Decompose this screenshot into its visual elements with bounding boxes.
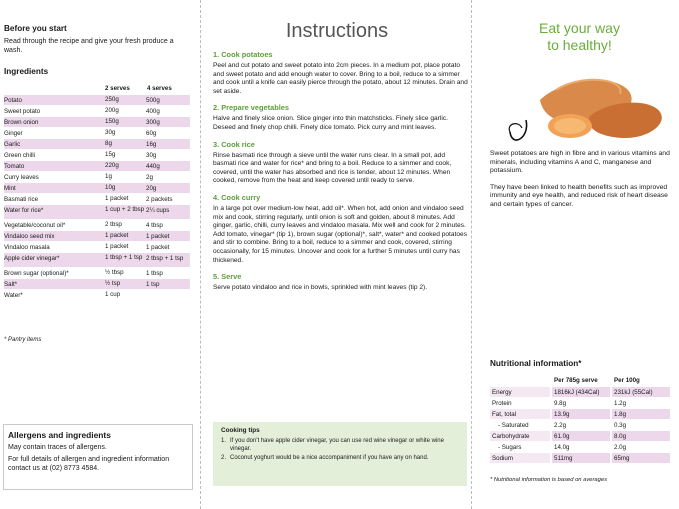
ingredient-name: Brown onion (4, 119, 39, 126)
nutrient-per-100g: 1.8g (612, 409, 670, 419)
ingredient-name: Apple cider vinegar* (4, 255, 60, 262)
ingredients-table (4, 94, 190, 300)
nutrient-name: Carbohydrate (490, 431, 550, 441)
ingredient-2-serves: 2 tbsp (105, 221, 122, 228)
ingredient-name: Sweet potato (4, 108, 41, 115)
ingredient-name: Tomato (4, 163, 25, 170)
ingredient-row (4, 105, 190, 116)
col-per-100g: Per 100g (614, 377, 640, 384)
instructions-title: Instructions (285, 20, 389, 42)
ingredient-name: Potato (4, 97, 22, 104)
ingredient-4-serves: 4 tbsp (146, 222, 163, 229)
cooking-tips-heading: Cooking tips (221, 427, 260, 434)
ingredient-2-serves: 1g (105, 173, 112, 180)
ingredient-2-serves: 1 tbsp + 1 tsp (105, 254, 143, 261)
ingredient-name: Vindaloo seed mix (4, 233, 55, 240)
ingredient-2-serves: ½ tbsp (105, 269, 124, 276)
ingredient-row (4, 94, 190, 105)
ingredient-row (4, 149, 190, 160)
allergens-box (3, 424, 193, 490)
ingredient-4-serves: 440g (146, 163, 160, 170)
ingredient-name: Brown sugar (optional)* (4, 270, 69, 277)
step-text: Rinse basmati rice through a sieve until the water runs clear. In a small pot, add basmati rice and water for rice* and bring to a boil. Reduce to a simmer and cook, covered, until the water has absorbed and rice is tender, about 12 minutes. When cooked, remove from the heat and keep covered until ready to serve. (213, 151, 452, 185)
nutrition-table (490, 386, 670, 463)
ingredient-2-serves: 1 cup + 2 tbsp (105, 206, 145, 213)
step-text: Peel and cut potato and sweet potato into 2cm pieces. In a medium pot, place potato and sweet potato and add enough water to cover. Bring to a boil, reduce to a simmer and cook until a knife can easily pierce through the potato, about 12 minutes. Drain and set aside. (213, 62, 468, 95)
cooking-tip (221, 455, 459, 463)
ingredient-4-serves: 60g (146, 130, 157, 137)
col-2-serves: 2 serves (105, 85, 130, 92)
ingredient-2-serves: 15g (105, 151, 116, 158)
nutrition-note: * Nutritional information is based on averages (490, 477, 607, 483)
pantry-note: * Pantry items (4, 337, 42, 343)
col-4-serves: 4 serves (147, 85, 172, 92)
left-column (0, 0, 196, 509)
ingredient-4-serves: 1 tbsp (146, 270, 163, 277)
ingredient-4-serves: 20g (146, 185, 157, 192)
tip-text: Coconut yoghurt would be a nice accompaniment if you have any on hand. (230, 455, 429, 462)
ingredient-row (4, 267, 190, 278)
nutrient-name: Energy (490, 387, 550, 397)
ingredient-name: Vindaloo masala (4, 244, 50, 251)
ingredient-row (4, 278, 190, 289)
before-you-start-heading: Before you start (4, 24, 67, 33)
step-text: In a large pot over medium-low heat, add oil*. When hot, add onion and vindaloo seed mix and cook, stirring regularly, until onion is soft and golden, about 8 minutes. Add ginger, garlic, chilli, curry leaves and vindaloo masala. Mix well and cook for 2 minutes. Add tomato, vinegar* (tip 1), brown sugar (optional)*, salt*, water* and cooked potatoes and stir to combine. Bring to a boil, reduce to a simmer and cook, covered, stirring occasionally, for 15 minutes. Uncover and cook for a further 5 minutes until curry has thickened. (213, 204, 468, 264)
ingredient-4-serves: 300g (146, 119, 160, 126)
ingredient-name: Salt* (4, 281, 18, 288)
ingredient-row (4, 241, 190, 252)
nutrient-per-serve: 61.0g (552, 431, 610, 441)
ingredient-row (4, 160, 190, 171)
ingredient-4-serves: 1 packet (146, 233, 170, 240)
nutrient-per-100g: 1.2g (614, 400, 627, 407)
ingredient-row (4, 116, 190, 127)
nutrient-name: - Saturated (498, 422, 529, 429)
ingredient-2-serves: 1 packet (105, 195, 129, 202)
ingredient-name: Water for rice* (4, 207, 44, 214)
ingredient-2-serves: 200g (105, 107, 119, 114)
sweet-potato-illustration (500, 60, 670, 150)
ingredients-heading: Ingredients (4, 67, 49, 76)
nutrient-per-serve: 14.0g (554, 444, 570, 451)
nutrition-row (490, 441, 670, 452)
step-title: 2. Prepare vegetables (213, 103, 290, 113)
ingredient-row (4, 193, 190, 204)
ingredient-4-serves: 16g (146, 141, 157, 148)
step-title: 4. Cook curry (213, 192, 261, 202)
nutrition-row (490, 386, 670, 397)
allergens-heading: Allergens and ingredients (8, 430, 111, 440)
nutrition-row (490, 397, 670, 408)
sweet-potato-info (490, 150, 672, 218)
allergens-text-1: May contain traces of allergens. (8, 444, 107, 451)
ingredient-2-serves: ½ tsp (105, 280, 121, 287)
instruction-steps (213, 50, 469, 300)
nutrient-name: Fat, total (490, 409, 550, 419)
right-column (480, 0, 679, 509)
nutrition-row (490, 419, 670, 430)
ingredient-2-serves: 30g (105, 129, 116, 136)
ingredient-name: Water* (4, 292, 23, 299)
ingredient-4-serves: 500g (146, 97, 160, 104)
ingredient-4-serves: 2g (146, 174, 153, 181)
nutrient-per-serve: 13.9g (552, 409, 610, 419)
ingredient-4-serves: 1 tsp (146, 281, 160, 288)
ingredient-name: Mint (4, 185, 16, 192)
nutrient-per-100g: 231kJ (55Cal) (612, 387, 670, 397)
nutrient-per-serve: 2.2g (554, 422, 567, 429)
tip-number: 1. (221, 438, 227, 444)
ingredient-name: Ginger (4, 130, 23, 137)
step-text: Halve and finely slice onion. Slice ginger into thin matchsticks. Finely slice garlic. Deseed and finely chop chilli. Finely dice tomato. Pick curry and mint leaves. (213, 115, 448, 131)
ingredient-row (4, 127, 190, 138)
ingredients-header-row (4, 83, 190, 94)
ingredient-4-serves: 2 packets (146, 196, 173, 203)
before-you-start-text: Read through the recipe and give your fresh produce a wash. (4, 38, 174, 54)
cooking-tips-list (221, 438, 459, 463)
eat-your-way-title (480, 20, 679, 54)
ingredient-2-serves: 150g (105, 118, 119, 125)
ingredient-name: Garlic (4, 141, 21, 148)
eat-title-line-1: Eat your way (539, 20, 620, 36)
tip-text: If you don't have apple cider vinegar, you can use red wine vinegar or white wine vinegar. (230, 438, 444, 452)
ingredient-name: Curry leaves (4, 174, 39, 181)
nutrient-per-100g: 8.0g (612, 431, 670, 441)
ingredient-2-serves: 1 cup (105, 291, 121, 298)
eat-title-line-2: to healthy! (547, 37, 612, 53)
nutrient-per-serve: 511mg (552, 453, 610, 463)
step-text: Serve potato vindaloo and rice in bowls, sprinkled with mint leaves (tip 2). (213, 284, 428, 292)
ingredient-2-serves: 220g (105, 162, 119, 169)
cooking-tips-box (213, 422, 467, 486)
ingredient-2-serves: 250g (105, 96, 119, 103)
ingredient-row (4, 219, 190, 230)
middle-column (200, 0, 472, 509)
step-title: 1. Cook potatoes (213, 50, 273, 59)
ingredient-4-serves: 30g (146, 152, 157, 159)
ingredient-4-serves: 1 packet (146, 244, 170, 251)
ingredient-4-serves: 2¼ cups (146, 207, 170, 214)
nutrition-header-row (490, 376, 670, 386)
nutrient-per-100g: 65mg (612, 453, 670, 463)
ingredient-row (4, 252, 190, 267)
step-title: 5. Serve (213, 272, 242, 282)
ingredient-row (4, 289, 190, 300)
ingredient-2-serves: 1 packet (105, 232, 129, 239)
ingredient-name: Vegetable/coconut oil* (4, 222, 66, 229)
nutrition-row (490, 430, 670, 441)
ingredient-row (4, 230, 190, 241)
step-title: 3. Cook rice (213, 139, 255, 149)
cooking-tip (221, 438, 459, 453)
nutrient-per-100g: 2.0g (614, 444, 627, 451)
nutrient-per-serve: 1816kJ (434Cal) (552, 387, 610, 397)
ingredient-row (4, 204, 190, 219)
sweet-potato-icon (500, 60, 670, 150)
nutrient-per-100g: 0.3g (614, 422, 627, 429)
nutrient-name: - Sugars (498, 444, 522, 451)
ingredient-name: Basmati rice (4, 196, 39, 203)
sweet-potato-para-2: They have been linked to health benefits such as improved immunity and eye health, and reduced risk of heart disease and certain types of cancer. (490, 183, 668, 208)
ingredient-row (4, 182, 190, 193)
allergens-text-2: For full details of allergen and ingredient information contact us at (02) 8773 4584. (8, 456, 170, 472)
ingredient-2-serves: 8g (105, 140, 112, 147)
nutrition-row (490, 408, 670, 419)
ingredient-row (4, 138, 190, 149)
ingredient-4-serves: 2 tbsp + 1 tsp (146, 255, 184, 262)
nutrition-row (490, 452, 670, 463)
ingredient-2-serves: 10g (105, 184, 116, 191)
nutrient-name: Protein (492, 400, 512, 407)
nutrition-heading: Nutritional information* (490, 359, 582, 368)
ingredient-name: Green chilli (4, 152, 35, 159)
nutrient-per-serve: 9.8g (554, 400, 567, 407)
col-per-serve: Per 785g serve (554, 377, 598, 384)
ingredient-4-serves: 400g (146, 108, 160, 115)
nutrient-name: Sodium (490, 453, 550, 463)
tip-number: 2. (221, 455, 227, 462)
sweet-potato-para-1: Sweet potatoes are high in fibre and in various vitamins and minerals, including vitamins A and C, manganese and potassium. (490, 150, 670, 175)
ingredient-2-serves: 1 packet (105, 243, 129, 250)
ingredient-row (4, 171, 190, 182)
